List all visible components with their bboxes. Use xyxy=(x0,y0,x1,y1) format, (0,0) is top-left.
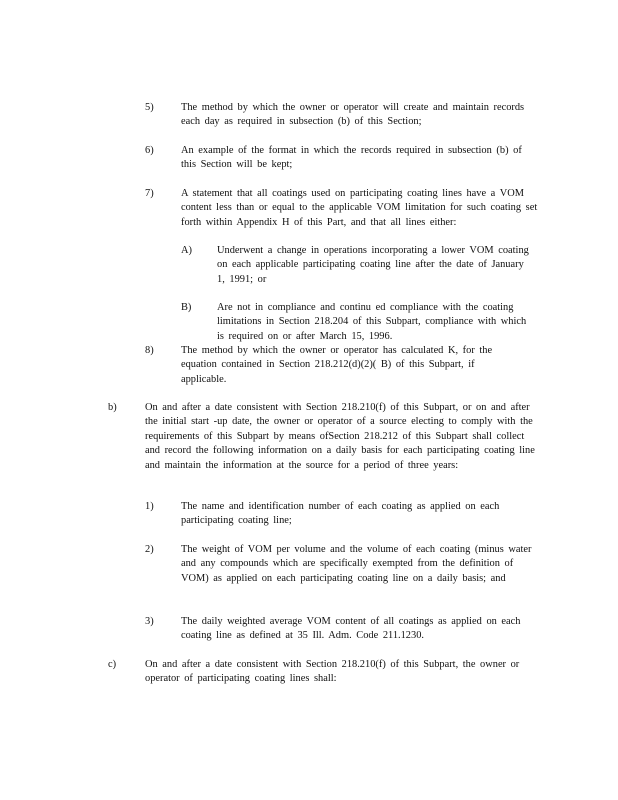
item-text: The method by which the owner or operator will create and maintain records each day as required in subsection (b) of this Section; xyxy=(181,102,525,128)
item-text: A statement that all coatings used on participating coating lines have a VOM content less than or equal to the applicable VOM limitation for such coating set forth within Appendix H of this Part, and that all lines either: xyxy=(181,188,538,228)
item-text: Underwent a change in operations incorporating a lower VOM coating on each applicable participating coating line after the date of January 1, 1991; or xyxy=(217,245,529,285)
item-label: B) xyxy=(181,302,192,313)
section-label: b) xyxy=(108,402,117,413)
item-label: 8) xyxy=(145,345,154,356)
item-text: The weight of VOM per volume and the volume of each coating (minus water and any compounds which are specifically exempted from the definition of VOM) as applied on each participating coating line on a daily basis; and xyxy=(181,544,532,584)
item-label: 3) xyxy=(145,616,154,627)
item-text: The name and identification number of each coating as applied on each participating coating line; xyxy=(181,501,500,527)
item-label: A) xyxy=(181,245,192,256)
item-label: 6) xyxy=(145,145,154,156)
section-text: On and after a date consistent with Section 218.210(f) of this Subpart, or on and after the initial start -up date, the owner or operator of a source electing to comply with the requirements of this Subpart by means ofSection 218.212 of this Subpart shall collect and record the following information on a daily basis for each participating coating line and maintain the information at the source for a period of three years: xyxy=(145,402,535,471)
item-label: 2) xyxy=(145,544,154,555)
item-text: The method by which the owner or operator has calculated K, for the equation contained in Section 218.212(d)(2)( B) of this Subpart, if applicable. xyxy=(181,345,493,385)
item-label: 1) xyxy=(145,501,154,512)
section-label: c) xyxy=(108,659,117,670)
item-text: The daily weighted average VOM content of all coatings as applied on each coating line as defined at 35 Ill. Adm. Code 211.1230. xyxy=(181,616,521,642)
item-text: Are not in compliance and continu ed compliance with the coating limitations in Section 218.204 of this Subpart, compliance with which is required on or after March 15, 1996. xyxy=(217,302,527,342)
item-text: An example of the format in which the records required in subsection (b) of this Section will be kept; xyxy=(181,145,522,171)
section-text: On and after a date consistent with Section 218.210(f) of this Subpart, the owner or operator of participating coating lines shall: xyxy=(145,659,520,685)
item-label: 5) xyxy=(145,102,154,113)
item-label: 7) xyxy=(145,188,154,199)
